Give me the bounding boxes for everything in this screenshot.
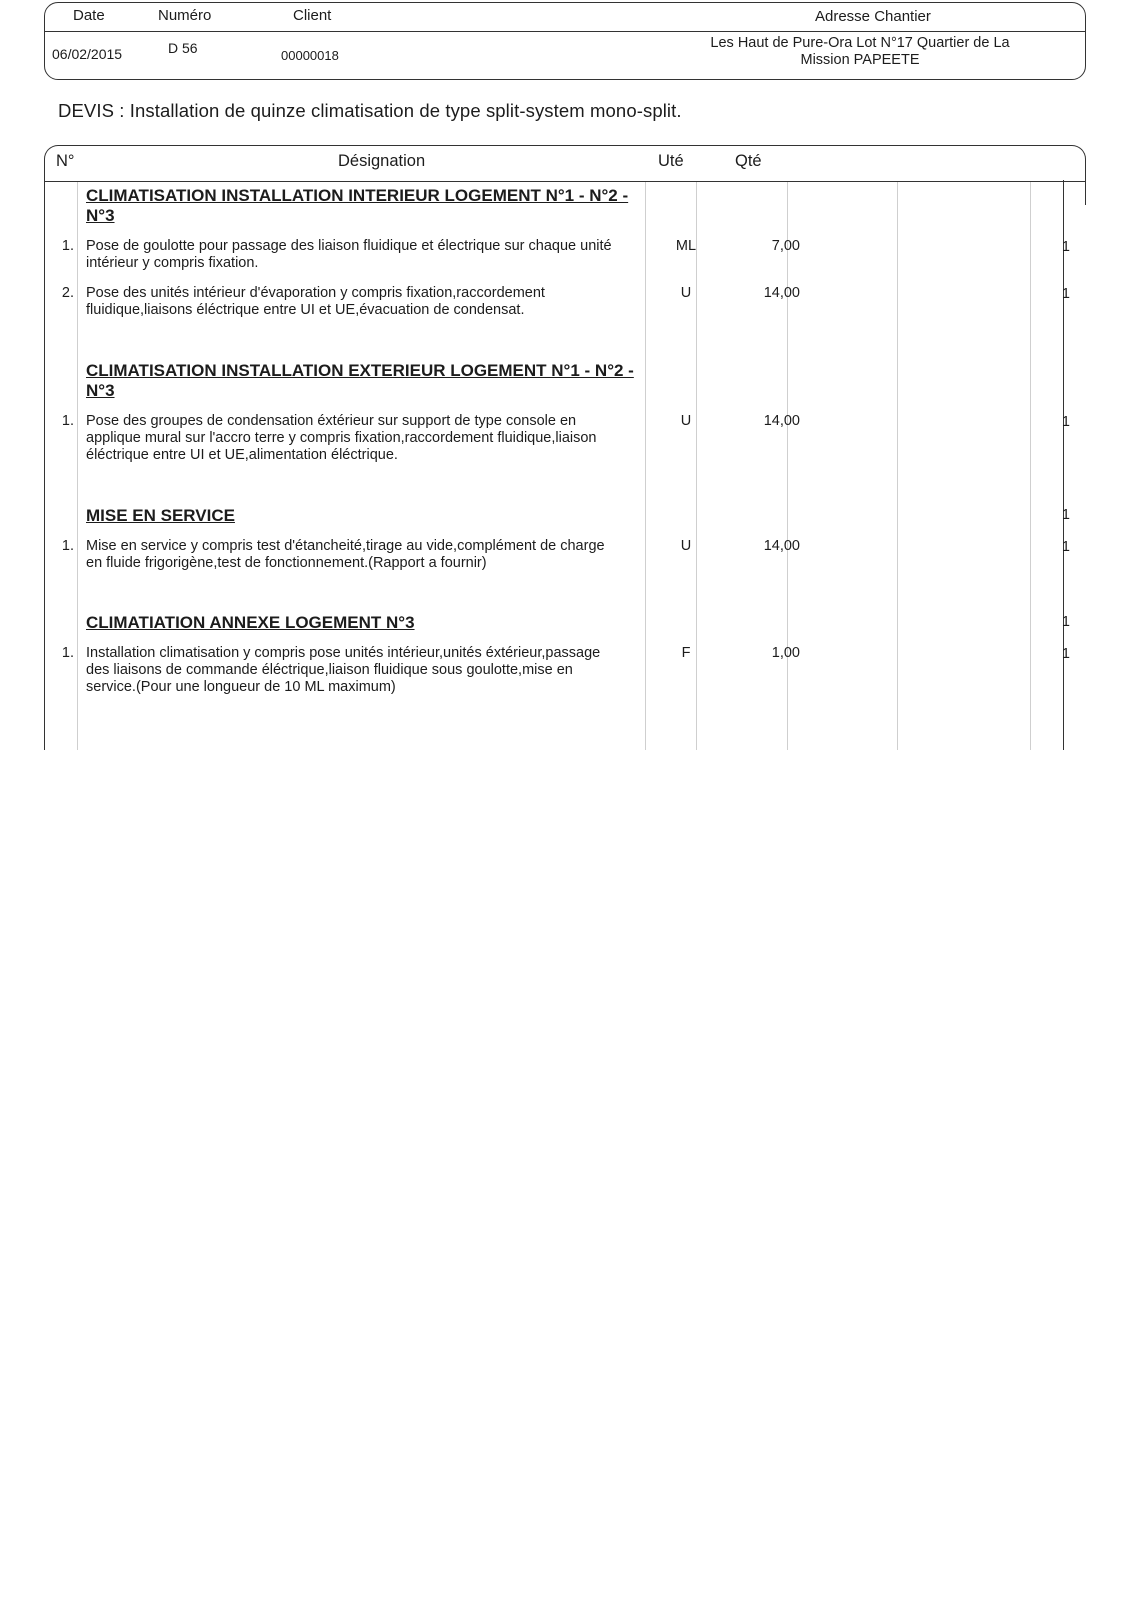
designation-line: des liaisons de commande éléctrique,liaison fluidique sous goulotte,mise en [86,662,573,678]
date-value: 06/02/2015 [52,46,123,62]
section-title [86,186,656,226]
table-right-border [1063,180,1064,750]
designation-line: Pose des unités intérieur d'évaporation y compris fixation,raccordement [86,285,545,301]
section-title-line: CLIMATIATION ANNEXE LOGEMENT N°3 [86,613,415,632]
item-number: 1. [61,238,74,254]
item-quantity: 14,00 [763,285,800,301]
item-quantity: 1,00 [771,645,800,661]
item-last-value: 1 [1061,646,1070,662]
item-designation [86,538,658,572]
item-quantity: 7,00 [771,238,800,254]
date-label: Date [73,7,105,24]
header-divider [45,31,1085,32]
item-number: 1. [61,413,74,429]
designation-line: intérieur y compris fixation. [86,255,259,271]
column-header-designation: Désignation [338,152,426,170]
item-number: 1. [61,538,74,554]
numero-label: Numéro [158,7,212,24]
item-unit: ML [675,238,697,254]
item-last-value: 1 [1061,414,1070,430]
item-designation [86,413,658,464]
designation-line: éléctrique entre UI et UE,alimentation éléctrique. [86,447,398,463]
section-total: 1 [1061,614,1070,630]
devis-title: DEVIS : Installation de quinze climatisation de type split-system mono-split. [58,100,682,121]
section-title [86,613,656,633]
item-last-value: 1 [1061,286,1070,302]
section-title-line: N°3 [86,206,115,225]
adresse-line-2: Mission PAPEETE [800,52,920,68]
section-title [86,506,656,526]
client-value: 00000018 [281,48,339,63]
section-title-line: CLIMATISATION INSTALLATION INTERIEUR LOGEMENT N°1 - N°2 - [86,186,629,205]
section-title-line: CLIMATISATION INSTALLATION EXTERIEUR LOGEMENT N°1 - N°2 - [86,361,634,380]
adresse-label: Adresse Chantier [815,8,931,25]
section-total: 1 [1061,507,1070,523]
section-title [86,361,656,401]
table-header-divider [44,181,1086,182]
column-divider [1030,182,1031,750]
item-quantity: 14,00 [763,413,800,429]
column-header-qte: Qté [735,152,762,170]
designation-line: service.(Pour une longueur de 10 ML maximum) [86,679,396,695]
item-last-value: 1 [1061,239,1070,255]
item-last-value: 1 [1061,539,1070,555]
section-title-line: N°3 [86,381,115,400]
column-header-unite: Uté [658,152,684,170]
designation-line: Pose de goulotte pour passage des liaison fluidique et électrique sur chaque unité [86,238,612,254]
item-quantity: 14,00 [763,538,800,554]
item-unit: U [680,413,692,429]
client-label: Client [293,7,332,24]
adresse-line-1: Les Haut de Pure-Ora Lot N°17 Quartier de La [710,35,1010,51]
item-unit: U [680,538,692,554]
item-unit: F [681,645,691,661]
table-left-border [44,180,45,750]
item-designation [86,285,658,319]
item-number: 1. [61,645,74,661]
column-divider [696,182,697,750]
designation-line: applique mural sur l'accro terre y compris fixation,raccordement fluidique,liaison [86,430,597,446]
section-title-line: MISE EN SERVICE [86,506,235,525]
column-divider [77,182,78,750]
designation-line: Pose des groupes de condensation éxtérieur sur support de type console en [86,413,577,429]
column-header-no: N° [56,152,75,170]
designation-line: Installation climatisation y compris pose unités intérieur,unités éxtérieur,passage [86,645,601,661]
item-number: 2. [61,285,74,301]
item-designation [86,645,658,696]
numero-value: D 56 [168,40,198,56]
adresse-value [690,35,1030,69]
designation-line: Mise en service y compris test d'étancheité,tirage au vide,complément de charge [86,538,605,554]
item-designation [86,238,658,272]
column-divider [897,182,898,750]
item-unit: U [680,285,692,301]
designation-line: en fluide frigorigène,test de fonctionnement.(Rapport a fournir) [86,555,487,571]
column-divider [787,182,788,750]
designation-line: fluidique,liaisons éléctrique entre UI et UE,évacuation de condensat. [86,302,525,318]
